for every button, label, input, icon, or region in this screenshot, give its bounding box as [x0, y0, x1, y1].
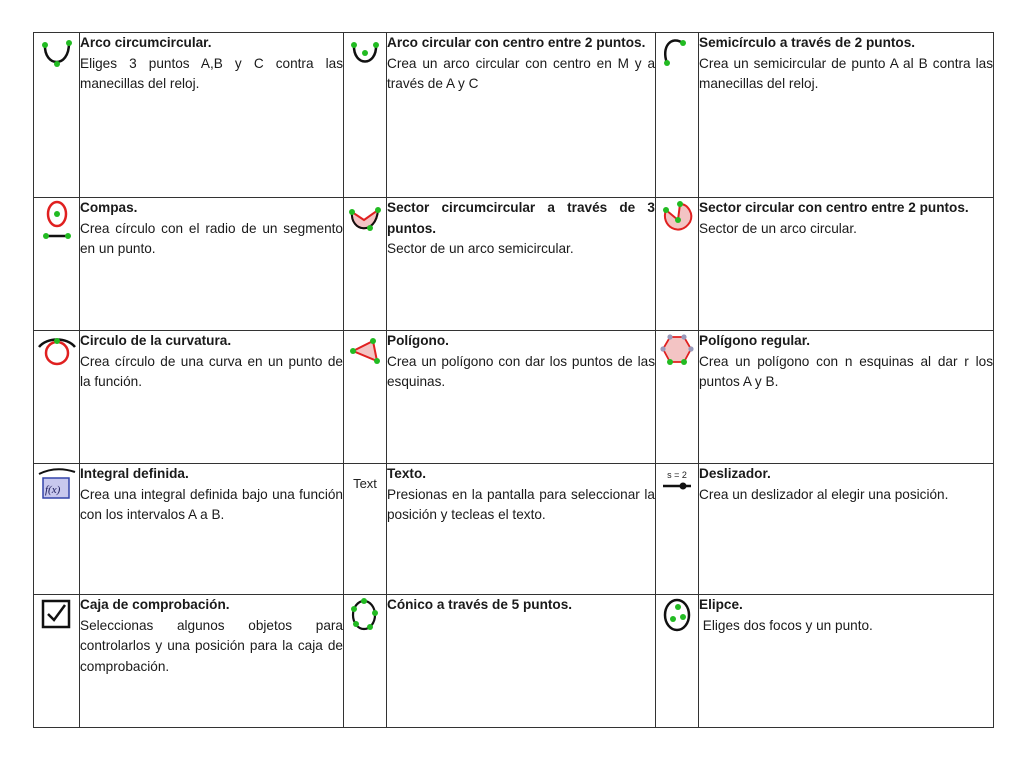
tool-description-cell: [387, 331, 656, 464]
semicircle-icon: [659, 33, 695, 73]
tool-title: Cónico a través de 5 puntos.: [387, 597, 573, 612]
tool-description-cell: [387, 464, 656, 595]
conic-five-points-icon: [346, 595, 384, 635]
tool-description-cell: [387, 595, 656, 728]
slider-icon-label: s = 2: [667, 470, 687, 480]
integral-function-label: f(x): [44, 484, 60, 496]
tool-description-cell: [387, 198, 656, 331]
tool-description: Crea una integral definida bajo una función con los intervalos A a B.: [80, 486, 343, 522]
tool-title: Arco circumcircular.: [80, 35, 212, 50]
tool-icon-cell: [34, 33, 80, 198]
tool-title: Texto.: [387, 466, 427, 481]
tool-description: Crea un semicircular de punto A al B contra las manecillas del reloj.: [699, 55, 993, 91]
table-row: [34, 595, 994, 728]
compass-icon: [39, 198, 75, 244]
tools-table: [33, 32, 994, 728]
tool-icon-cell: [34, 595, 80, 728]
tool-description: Crea círculo de una curva en un punto de la función.: [80, 353, 343, 389]
tool-description: Crea un polígono con n esquinas al dar r los puntos A y B.: [699, 353, 993, 389]
text-icon: [345, 464, 385, 504]
tool-title: Polígono regular.: [699, 333, 811, 348]
tool-icon-cell: [656, 464, 699, 595]
checkbox-icon: [37, 595, 77, 635]
tool-description-cell: [699, 595, 994, 728]
tool-description-cell: [80, 464, 344, 595]
regular-polygon-icon: [658, 331, 696, 371]
tool-title: Polígono.: [387, 333, 449, 348]
tool-icon-cell: [34, 198, 80, 331]
tool-title: Circulo de la curvatura.: [80, 333, 232, 348]
tool-description-cell: [699, 331, 994, 464]
arc-center-two-points-icon: [347, 33, 383, 73]
tool-description-cell: [80, 33, 344, 198]
tool-description-cell: [80, 595, 344, 728]
slider-icon: [657, 464, 697, 504]
tool-title: Semicírculo a través de 2 puntos.: [699, 35, 916, 50]
tool-description: Crea un arco circular con centro en M y a través de A y C: [387, 55, 655, 91]
tool-icon-cell: [656, 331, 699, 464]
tool-icon-cell: [344, 33, 387, 198]
tool-icon-cell: [344, 464, 387, 595]
tools-sheet: [33, 32, 993, 727]
tool-description: Presionas en la pantalla para seleccionar la posición y tecleas el texto.: [387, 486, 655, 522]
tool-description: Crea círculo con el radio de un segmento en un punto.: [80, 220, 343, 256]
tool-description-cell: [699, 33, 994, 198]
tool-icon-cell: [34, 331, 80, 464]
circumcircular-sector-icon: [346, 198, 384, 238]
tool-title: Elipce.: [699, 597, 743, 612]
tool-title: Caja de comprobación.: [80, 597, 230, 612]
tool-icon-cell: [34, 464, 80, 595]
tool-description: Crea un polígono con dar los puntos de las esquinas.: [387, 353, 655, 389]
tool-title: Compas.: [80, 200, 138, 215]
tool-icon-cell: [656, 198, 699, 331]
tool-description: Eliges dos focos y un punto.: [699, 617, 873, 633]
tool-icon-cell: [656, 33, 699, 198]
text-icon-label: Text: [353, 476, 377, 491]
tool-description-cell: [699, 198, 994, 331]
tool-description: Sector de un arco semicircular.: [387, 241, 574, 256]
tool-icon-cell: [656, 595, 699, 728]
tool-title: Sector circular con centro entre 2 puntos.: [699, 200, 969, 215]
circular-sector-icon: [658, 198, 696, 238]
tool-description-cell: [699, 464, 994, 595]
tool-icon-cell: [344, 198, 387, 331]
arc-circumcircle-icon: [39, 33, 75, 73]
tool-description: Seleccionas algunos objetos para controlarlos y una posición para la caja de comprobación.: [80, 617, 343, 674]
polygon-icon: [347, 331, 383, 371]
table-row: [34, 331, 994, 464]
table-row: [34, 33, 994, 198]
tool-title: Sector circumcircular a través de 3 puntos.: [387, 200, 655, 236]
tool-icon-cell: [344, 595, 387, 728]
tool-description: Eliges 3 puntos A,B y C contra las manecillas del reloj.: [80, 55, 343, 91]
tool-description: Sector de un arco circular.: [699, 220, 857, 236]
table-row: [34, 464, 994, 595]
ellipse-icon: [658, 595, 696, 635]
definite-integral-icon: [37, 464, 77, 504]
tool-description: Crea un deslizador al elegir una posición.: [699, 486, 949, 502]
tool-title: Deslizador.: [699, 466, 771, 481]
tool-description-cell: [80, 331, 344, 464]
table-row: [34, 198, 994, 331]
tool-description-cell: [387, 33, 656, 198]
tool-title: Arco circular con centro entre 2 puntos.: [387, 35, 646, 50]
tool-icon-cell: [344, 331, 387, 464]
tool-description-cell: [80, 198, 344, 331]
osculating-circle-icon: [37, 331, 77, 371]
tool-title: Integral definida.: [80, 466, 189, 481]
